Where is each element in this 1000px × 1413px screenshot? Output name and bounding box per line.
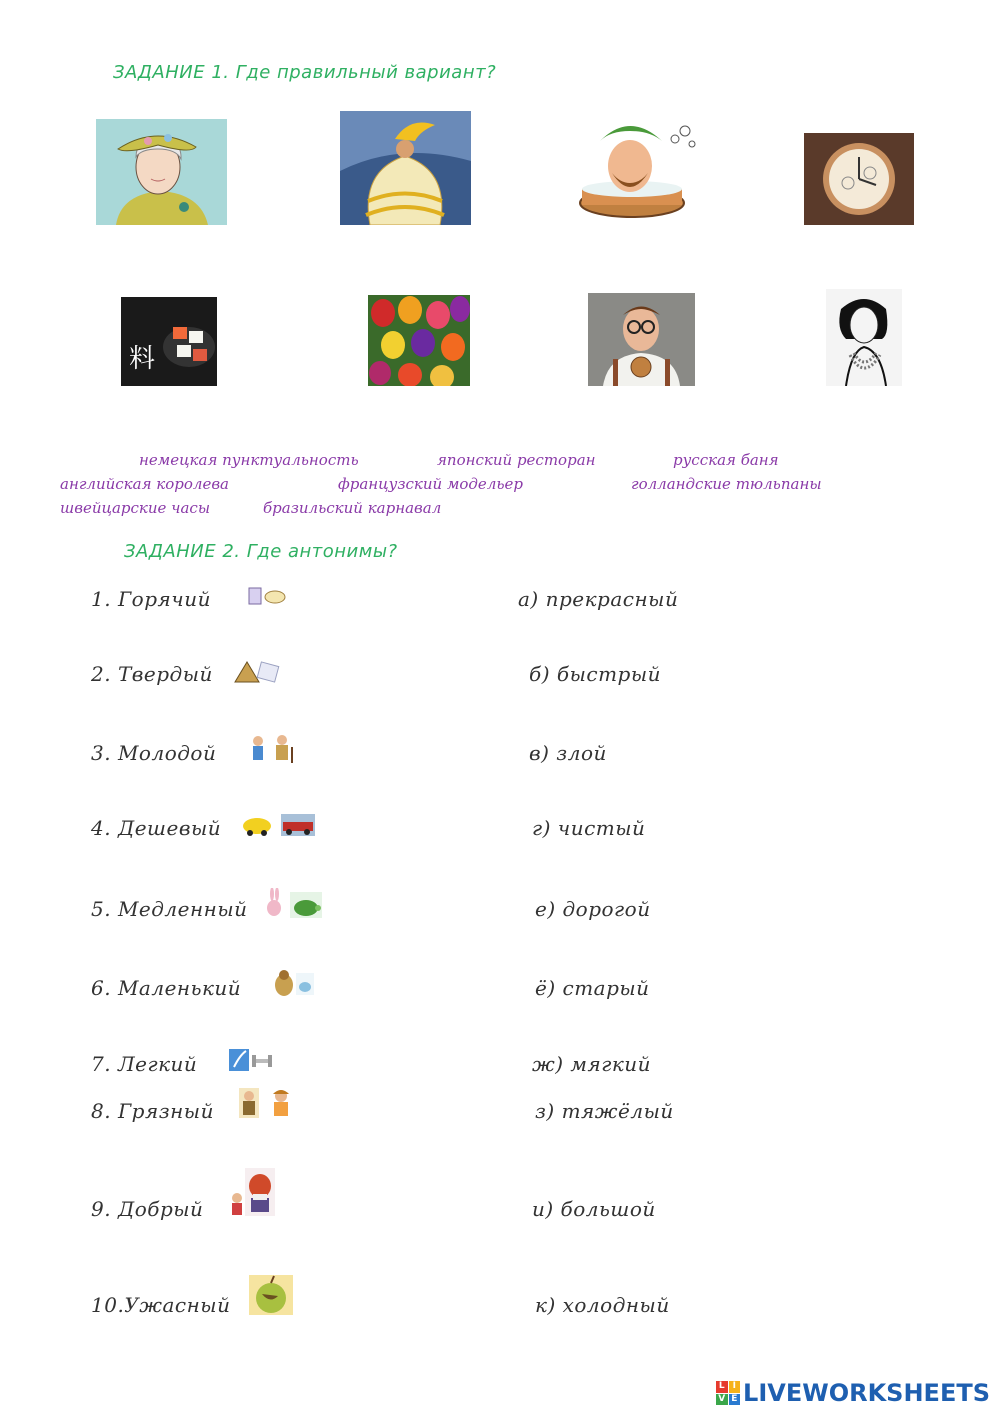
word-bank-item: немецкая пунктуальность bbox=[139, 451, 359, 469]
hot-cold-drinks-icon bbox=[247, 585, 287, 611]
rabbit-turtle-icon bbox=[264, 888, 324, 924]
queen-portrait-icon bbox=[96, 119, 227, 225]
task1-title: ЗАДАНИЕ 1. Где правильный вариант? bbox=[113, 62, 497, 83]
antonym-left-word: 4. Дешевый bbox=[91, 816, 222, 840]
antonym-left-word: 7. Легкий bbox=[91, 1052, 198, 1076]
antonym-right-word: в) злой bbox=[529, 741, 607, 765]
hard-soft-icon bbox=[231, 658, 281, 688]
antonym-right-word: и) большой bbox=[532, 1197, 656, 1221]
punctual-man-clock-icon bbox=[588, 293, 695, 386]
antonym-left-word: 10.Ужасный bbox=[91, 1293, 231, 1317]
sushi-icon bbox=[121, 297, 217, 386]
antonym-right-word: з) тяжёлый bbox=[535, 1099, 674, 1123]
logo-text: LIVEWORKSHEETS bbox=[743, 1379, 990, 1407]
rotten-apple-icon bbox=[248, 1274, 294, 1320]
liveworksheets-logo[interactable] bbox=[716, 1379, 990, 1407]
antonym-right-word: а) прекрасный bbox=[518, 587, 679, 611]
word-bank-item: швейцарские часы bbox=[60, 499, 211, 517]
task2-title: ЗАДАНИЕ 2. Где антонимы? bbox=[124, 541, 398, 562]
antonym-left-word: 6. Маленький bbox=[91, 976, 242, 1000]
antonym-left-word: 1. Горячий bbox=[91, 587, 211, 611]
antonym-right-word: б) быстрый bbox=[529, 662, 662, 686]
young-old-icon bbox=[248, 733, 298, 769]
tulips-icon bbox=[368, 295, 470, 386]
antonym-left-word: 5. Медленный bbox=[91, 897, 248, 921]
word-bank-item: бразильский карнавал bbox=[263, 499, 442, 517]
kind-evil-characters-icon bbox=[227, 1168, 277, 1222]
antonym-right-word: ё) старый bbox=[535, 976, 650, 1000]
feather-dumbbell-icon bbox=[228, 1047, 276, 1077]
wristwatch-icon bbox=[804, 133, 914, 225]
woman-pearls-sketch-icon bbox=[826, 289, 902, 386]
word-bank-item: английская королева bbox=[60, 475, 229, 493]
antonym-right-word: е) дорогой bbox=[535, 897, 651, 921]
word-bank-item: голландские тюльпаны bbox=[631, 475, 822, 493]
cheap-expensive-car-icon bbox=[241, 812, 317, 842]
word-bank-item: французский модельер bbox=[338, 475, 524, 493]
antonym-left-word: 2. Твердый bbox=[91, 662, 213, 686]
antonym-left-word: 9. Добрый bbox=[91, 1197, 204, 1221]
antonym-left-word: 3. Молодой bbox=[91, 741, 217, 765]
bathhouse-man-icon bbox=[570, 111, 706, 225]
dirty-clean-kids-icon bbox=[237, 1086, 295, 1124]
antonym-right-word: к) холодный bbox=[535, 1293, 670, 1317]
big-small-animals-icon bbox=[270, 967, 316, 1003]
antonym-right-word: г) чистый bbox=[532, 816, 646, 840]
carnival-dancer-icon bbox=[340, 111, 471, 225]
word-bank-item: японский ресторан bbox=[437, 451, 596, 469]
antonym-right-word: ж) мягкий bbox=[532, 1052, 652, 1076]
antonym-left-word: 8. Грязный bbox=[91, 1099, 214, 1123]
word-bank-item: русская баня bbox=[673, 451, 779, 469]
logo-badge-icon: L I V E bbox=[716, 1381, 740, 1405]
svg-text:料: 料 bbox=[129, 344, 156, 374]
